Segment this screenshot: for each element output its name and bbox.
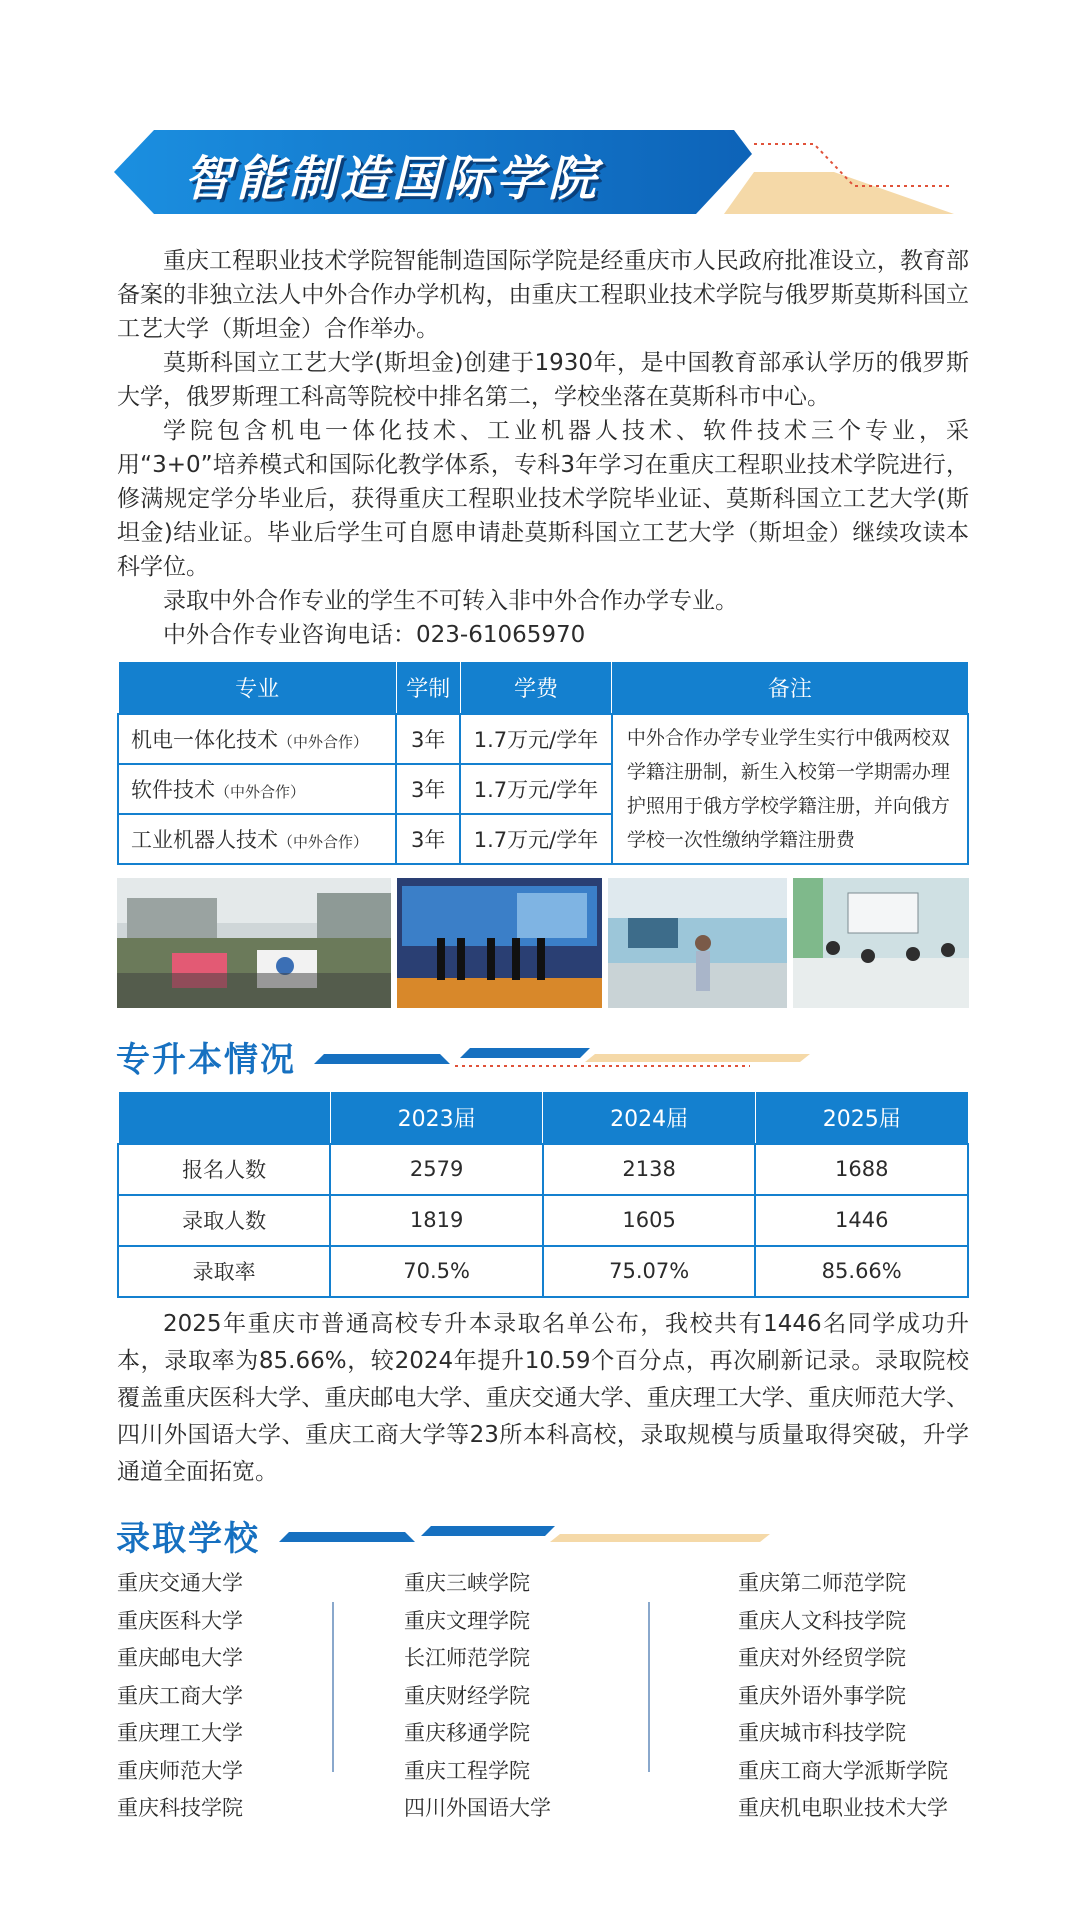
intro-paragraph-3: 学院包含机电一体化技术、工业机器人技术、软件技术三个专业，采用“3+0”培养模式和国际化教学体系，专科3年学习在重庆工程职业技术学院进行，修满规定学分毕业后，获得重庆工程职业技术学院毕业证、莫斯科国立工艺大学(斯坦金)结业证。毕业后学生可自愿申请赴莫斯科国立工艺大学（斯坦金）继续攻读本科学位。 (117, 418, 969, 580)
photo-graduation-group (117, 878, 391, 1008)
stat-value: 1819 (330, 1195, 543, 1246)
stat-label: 录取率 (118, 1246, 330, 1297)
list-item: 重庆三峡学院 (404, 1571, 530, 1595)
list-item: 重庆财经学院 (404, 1683, 530, 1708)
header-note: 备注 (612, 662, 968, 714)
program-tag: （中外合作） (278, 832, 369, 851)
list-item: 重庆师范大学 (117, 1758, 243, 1783)
program-years: 3年 (396, 814, 460, 864)
list-item: 重庆交通大学 (117, 1571, 243, 1595)
list-item: 四川外国语大学 (404, 1796, 551, 1820)
header-2025: 2025届 (755, 1092, 968, 1144)
list-item: 重庆人文科技学院 (738, 1608, 906, 1633)
upgrade-stats-table (117, 1091, 969, 1298)
section-decor-upgrade (310, 1046, 810, 1070)
program-name-cell (118, 814, 396, 864)
program-years: 3年 (396, 714, 460, 764)
program-name: 软件技术 (131, 777, 215, 802)
stat-value: 2579 (330, 1144, 543, 1195)
table-row (118, 714, 968, 764)
intro-paragraph-4: 录取中外合作专业的学生不可转入非中外合作办学专业。 (163, 588, 738, 614)
stat-value: 75.07% (543, 1246, 756, 1297)
intro-paragraph-1: 重庆工程职业技术学院智能制造国际学院是经重庆市人民政府批准设立，教育部备案的非独立法人中外合作办学机构，由重庆工程职业技术学院与俄罗斯莫斯科国立工艺大学（斯坦金）合作举办。 (117, 248, 969, 342)
schools-column-2 (404, 1565, 551, 1828)
program-fee: 1.7万元/学年 (460, 814, 612, 864)
intro-paragraph-5: 中外合作专业咨询电话：023-61065970 (163, 622, 586, 648)
program-name-cell (118, 764, 396, 814)
program-note: 中外合作办学专业学生实行中俄两校双学籍注册制，新生入校第一学期需办理护照用于俄方学校学籍注册，并向俄方学校一次性缴纳学籍注册费 (612, 714, 968, 864)
table-row (118, 1195, 968, 1246)
list-item: 重庆机电职业技术大学 (738, 1796, 948, 1820)
section-decor-schools (275, 1522, 775, 1546)
list-item: 重庆邮电大学 (117, 1646, 243, 1670)
list-item: 长江师范学院 (404, 1646, 530, 1670)
intro-text (117, 244, 969, 652)
list-item: 重庆工程学院 (404, 1758, 530, 1783)
program-years: 3年 (396, 764, 460, 814)
intro-paragraph-2: 莫斯科国立工艺大学(斯坦金)创建于1930年，是中国教育部承认学历的俄罗斯大学，俄罗斯理工科高等院校中排名第二，学校坐落在莫斯科市中心。 (117, 350, 969, 410)
stats-header-row (118, 1092, 968, 1144)
stat-value: 85.66% (755, 1246, 968, 1297)
stat-label: 录取人数 (118, 1195, 330, 1246)
header-major: 专业 (118, 662, 396, 714)
stat-value: 1446 (755, 1195, 968, 1246)
column-divider (332, 1602, 334, 1772)
header-2023: 2023届 (330, 1092, 543, 1144)
header-fee: 学费 (460, 662, 612, 714)
section-title-schools: 录取学校 (116, 1519, 260, 1559)
photo-ceremony (397, 878, 602, 1008)
list-item: 重庆工商大学派斯学院 (738, 1758, 948, 1783)
header-banner (114, 130, 954, 214)
list-item: 重庆第二师范学院 (738, 1571, 906, 1595)
table-row (118, 1246, 968, 1297)
program-name: 机电一体化技术 (131, 727, 278, 752)
stat-label: 报名人数 (118, 1144, 330, 1195)
program-tag: （中外合作） (215, 782, 306, 801)
list-item: 重庆工商大学 (117, 1683, 243, 1708)
stat-value: 1605 (543, 1195, 756, 1246)
section-title-upgrade: 专升本情况 (116, 1040, 296, 1080)
list-item: 重庆文理学院 (404, 1608, 530, 1633)
schools-column-3 (738, 1565, 948, 1828)
banner-title: 智能制造国际学院 (184, 151, 601, 207)
header-blank (118, 1092, 330, 1144)
header-2024: 2024届 (543, 1092, 756, 1144)
program-name: 工业机器人技术 (131, 827, 278, 852)
list-item: 重庆理工大学 (117, 1721, 243, 1745)
program-fee: 1.7万元/学年 (460, 764, 612, 814)
column-divider (648, 1602, 650, 1772)
header-duration: 学制 (396, 662, 460, 714)
photo-classroom-1 (608, 878, 787, 1008)
schools-column-1 (117, 1565, 243, 1828)
programs-table (117, 661, 969, 865)
list-item: 重庆城市科技学院 (738, 1721, 906, 1745)
program-name-cell (118, 714, 396, 764)
photo-strip (117, 878, 969, 1008)
program-fee: 1.7万元/学年 (460, 714, 612, 764)
programs-header-row (118, 662, 968, 714)
stat-value: 2138 (543, 1144, 756, 1195)
list-item: 重庆外语外事学院 (738, 1683, 906, 1708)
upgrade-summary-text: 2025年重庆市普通高校专升本录取名单公布，我校共有1446名同学成功升本，录取率为85.66%，较2024年提升10.59个百分点，再次刷新记录。录取院校覆盖重庆医科大学、重庆邮电大学、重庆交通大学、重庆理工大学、重庆师范大学、四川外国语大学、重庆工商大学等23所本科高校，录取规模与质量取得突破，升学通道全面拓宽。 (117, 1311, 969, 1485)
program-tag: （中外合作） (278, 732, 369, 751)
list-item: 重庆科技学院 (117, 1796, 243, 1820)
stat-value: 1688 (755, 1144, 968, 1195)
stat-value: 70.5% (330, 1246, 543, 1297)
table-row (118, 1144, 968, 1195)
list-item: 重庆移通学院 (404, 1721, 530, 1745)
photo-classroom-2 (793, 878, 969, 1008)
list-item: 重庆对外经贸学院 (738, 1646, 906, 1670)
list-item: 重庆医科大学 (117, 1608, 243, 1633)
